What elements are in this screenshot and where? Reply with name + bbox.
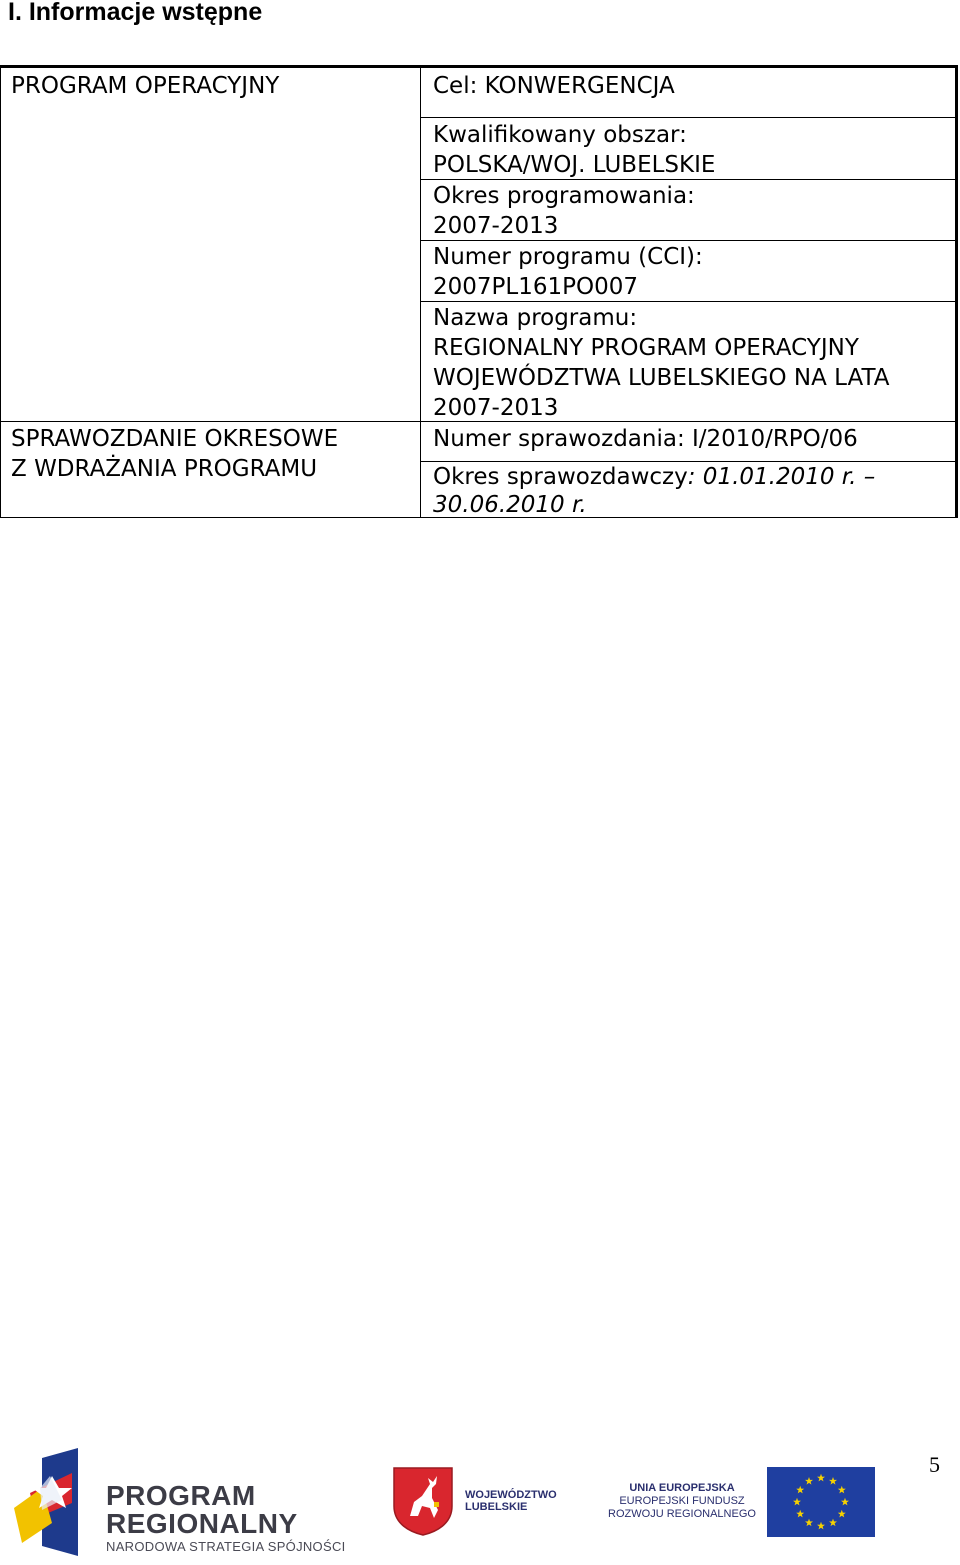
numer-value: 2007PL161PO007: [433, 274, 638, 300]
section-heading: I. Informacje wstępne: [8, 0, 263, 26]
row-cel: [421, 68, 955, 118]
report-title-line2: Z WDRAŻANIA PROGRAMU: [11, 456, 318, 482]
okres-value: 2007-2013: [433, 213, 559, 239]
okres-spr-value2: 30.06.2010 r.: [433, 492, 587, 518]
eu-line3: ROZWOJU REGIONALNEGO: [608, 1508, 756, 1520]
woj-line2: LUBELSKIE: [465, 1501, 528, 1513]
row-okres: [421, 180, 955, 241]
row-okres-sprawozdawczy: [421, 462, 955, 518]
row-numer: [421, 241, 955, 302]
numer-label: Numer programu (CCI):: [433, 244, 703, 270]
right-column: [421, 68, 955, 517]
nazwa-label: Nazwa programu:: [433, 305, 638, 331]
woj-line1: WOJEWÓDZTWO: [465, 1489, 557, 1501]
pr-line2: REGIONALNY: [106, 1508, 298, 1539]
page-number: 5: [929, 1452, 940, 1477]
wojewodztwo-logo: [392, 1466, 562, 1546]
eu-line1: UNIA EUROPEJSKA: [629, 1482, 735, 1494]
nazwa-line3: 2007-2013: [433, 395, 559, 421]
left-divider: [1, 421, 420, 422]
eu-line2: EUROPEJSKI FUNDUSZ: [619, 1495, 745, 1507]
obszar-value: POLSKA/WOJ. LUBELSKIE: [433, 152, 716, 178]
pr-line3: NARODOWA STRATEGIA SPÓJNOŚCI: [106, 1539, 346, 1554]
program-regionalny-emblem-icon: [12, 1448, 82, 1556]
nazwa-line2: WOJEWÓDZTWA LUBELSKIEGO NA LATA: [433, 365, 890, 391]
pr-line1: PROGRAM: [106, 1480, 256, 1511]
row-nazwa: [421, 302, 955, 422]
footer-logos: [0, 1440, 960, 1565]
okres-label: Okres programowania:: [433, 183, 695, 209]
cel-value: Cel: KONWERGENCJA: [433, 73, 675, 99]
nazwa-line1: REGIONALNY PROGRAM OPERACYJNY: [433, 335, 859, 361]
info-table: [0, 65, 958, 518]
program-label: PROGRAM OPERACYJNY: [11, 73, 280, 99]
program-regionalny-logo: [12, 1448, 352, 1558]
row-obszar: [421, 118, 955, 180]
report-title-line1: SPRAWOZDANIE OKRESOWE: [11, 426, 339, 452]
left-column: [1, 68, 421, 517]
eu-fund-text: [600, 1482, 764, 1527]
okres-spr-label: Okres sprawozdawczy: [433, 464, 688, 490]
deer-crest-icon: [392, 1466, 454, 1536]
obszar-label: Kwalifikowany obszar:: [433, 122, 687, 148]
row-sprawozdanie: [421, 422, 955, 462]
sprawozdanie-value: Numer sprawozdania: I/2010/RPO/06: [433, 426, 858, 452]
eu-flag-icon: [767, 1467, 875, 1537]
okres-spr-value1: : 01.01.2010 r. –: [687, 464, 876, 490]
